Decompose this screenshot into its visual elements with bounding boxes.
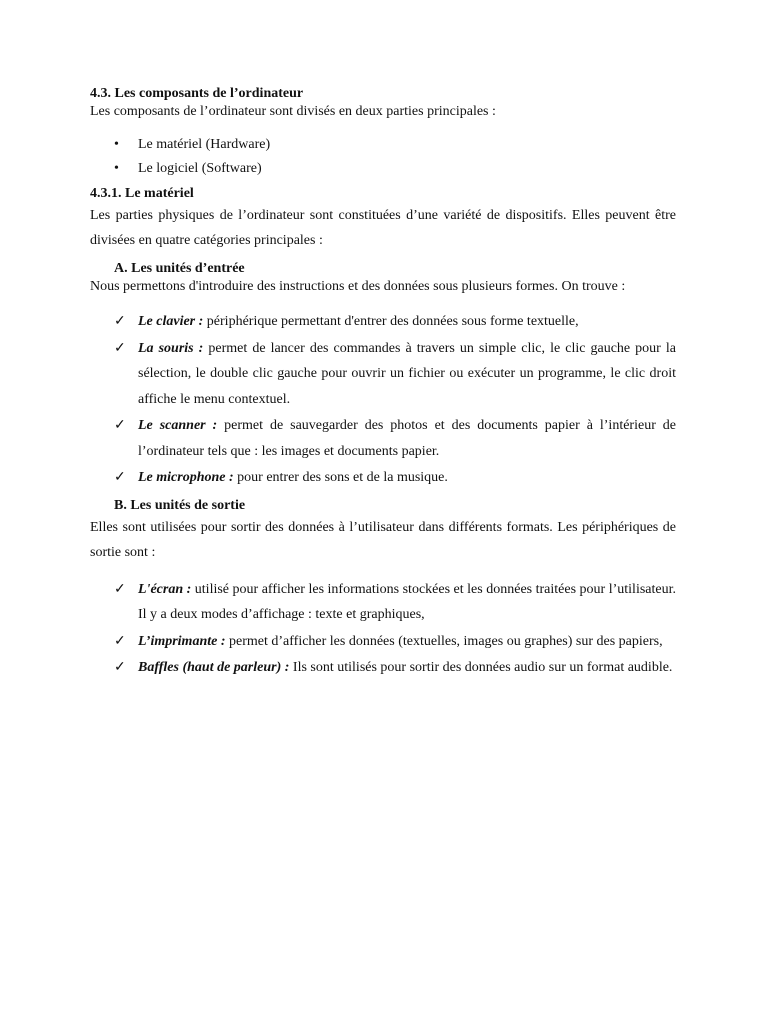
list-item xyxy=(90,336,676,413)
output-units-paragraph: Elles sont utilisées pour sortir des données à l’utilisateur dans différents formats. Les périphériques de sortie sont : xyxy=(90,519,676,560)
device-term: Baffles (haut de parleur) : xyxy=(138,660,290,675)
checkmark-icon: ✓ xyxy=(114,633,126,649)
document-content xyxy=(90,85,676,681)
device-description: permet d’afficher les données (textuelles, images ou graphes) sur des papiers, xyxy=(225,633,663,649)
output-units-heading: B. Les unités de sortie xyxy=(114,497,246,513)
list-item: • Le logiciel (Software) xyxy=(90,157,676,181)
hardware-heading: 4.3.1. Le matériel xyxy=(90,186,194,201)
checkmark-icon: ✓ xyxy=(114,340,126,356)
device-description: pour entrer des sons et de la musique. xyxy=(233,470,448,485)
hardware-paragraph: Les parties physiques de l’ordinateur sont constituées d’une variété de dispositifs. Elles peuvent être divisées en quatre catégories principales : xyxy=(90,208,676,248)
checkmark-icon: ✓ xyxy=(114,470,126,485)
device-description: périphérique permettant d'entrer des données sous forme textuelle, xyxy=(203,314,579,329)
device-term: Le scanner : xyxy=(138,418,218,433)
input-units-paragraph: Nous permettons d'introduire des instructions et des données sous plusieurs formes. On trouve : xyxy=(90,279,626,294)
device-description: Ils sont utilisés pour sortir des données audio sur un format audible. xyxy=(289,660,673,675)
device-term: La souris : xyxy=(138,340,204,356)
list-item xyxy=(90,309,676,335)
checkmark-icon: ✓ xyxy=(114,660,126,675)
section-intro: Les composants de l’ordinateur sont divisés en deux parties principales : xyxy=(90,104,496,119)
list-item xyxy=(90,413,676,464)
output-devices-list xyxy=(90,577,676,681)
input-devices-list xyxy=(90,309,676,491)
list-item: • Le matériel (Hardware) xyxy=(90,133,676,157)
device-description: utilisé pour afficher les informations stockées et les données traitées pour l’utilisateur. Il y a deux modes d’affichage : texte et graphiques, xyxy=(138,581,676,622)
device-term: Le microphone : xyxy=(138,470,234,485)
device-term: L’imprimante : xyxy=(138,633,226,649)
list-item xyxy=(90,465,676,491)
device-description: permet de lancer des commandes à travers un simple clic, le clic gauche pour la sélection, le double clic gauche pour ouvrir un fichier ou exécuter un programme, le clic droit affiche le menu contextuel. xyxy=(138,340,676,407)
device-term: Le clavier : xyxy=(138,314,204,329)
device-term: L'écran : xyxy=(138,581,192,597)
checkmark-icon: ✓ xyxy=(114,581,126,597)
input-units-heading: A. Les unités d’entrée xyxy=(114,261,245,276)
components-list xyxy=(90,133,676,181)
checkmark-icon: ✓ xyxy=(114,418,126,433)
checkmark-icon: ✓ xyxy=(114,314,126,329)
list-item xyxy=(90,655,676,681)
section-title: 4.3. Les composants de l’ordinateur xyxy=(90,86,304,101)
list-item xyxy=(90,577,676,628)
device-description: permet de sauvegarder des photos et des documents papier à l’intérieur de l’ordinateur tels que : les images et documents papier. xyxy=(138,418,677,459)
list-item xyxy=(90,629,676,655)
